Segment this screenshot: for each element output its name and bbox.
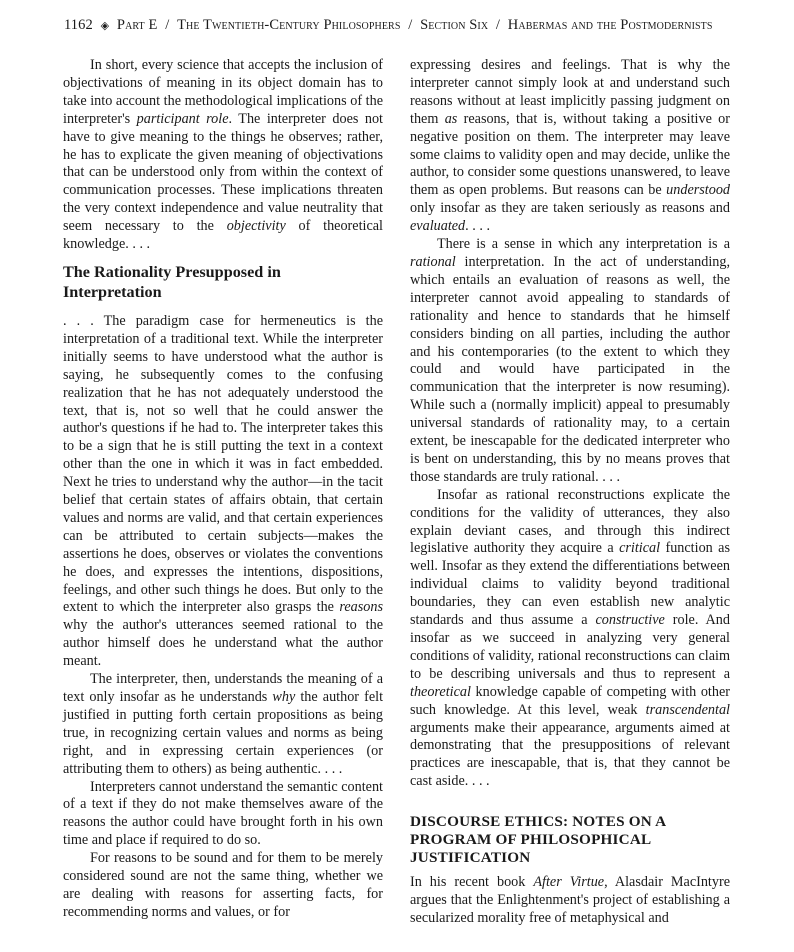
text-run: why the author's utterances seemed rational to the author himself does he understand what the author meant. xyxy=(63,617,383,670)
emphasis-text: as xyxy=(444,110,458,127)
paragraph xyxy=(63,850,383,922)
emphasis-text: why xyxy=(272,689,296,705)
text-run: Insofar as rational reconstructions explicate the conditions for the validity of utterances, they also explain deviant cases, and through this indirect legislative authority they acquire a xyxy=(410,486,730,557)
text-run: only insofar as they are taken seriously as reasons and xyxy=(410,200,730,217)
text-run: . . . . xyxy=(465,218,490,235)
section-heading: The Rationality Presupposed in Interpretation xyxy=(63,262,281,301)
ornament-separator: ◈ xyxy=(100,20,110,32)
paragraph xyxy=(410,874,730,928)
paragraph xyxy=(410,487,730,791)
emphasis-text: theoretical xyxy=(410,683,471,700)
right-column xyxy=(410,57,730,928)
paragraph xyxy=(63,779,383,851)
section-heading: DISCOURSE ETHICS: NOTES ON A PROGRAM OF PHILOSOPHICAL JUSTIFICATION xyxy=(410,813,666,867)
text-run: knowledge capable of competing with other such knowledge. At this level, weak xyxy=(410,683,730,718)
slash-separator: / xyxy=(495,17,501,33)
text-run: , Alasdair MacIntyre argues that the Enlightenment's project of establishing a secularized morality free of metaphysical and xyxy=(410,874,730,926)
text-run: role. And insofar as we succeed in analyzing very general conditions of validity, rational reconstructions can claim to be describing universals and thus to represent a xyxy=(410,612,730,682)
emphasis-text: evaluated xyxy=(410,218,466,235)
text-run: expressing desires and feelings. That is why the interpreter cannot simply look at and understand such reasons without at least implicitly passing judgment on them xyxy=(410,57,730,127)
emphasis-text: critical xyxy=(619,540,661,557)
paragraph xyxy=(410,236,730,487)
paragraph xyxy=(63,57,383,254)
paragraph xyxy=(63,313,383,671)
text-run: The interpreter, then, understands the meaning of a text only insofar as he understands xyxy=(63,671,383,705)
emphasis-text: rational xyxy=(410,253,456,270)
text-run: the author felt justified in putting forth certain propositions as being true, in recognizing certain values and norms as being right, and in expressing certain experiences (or attributing them to others) as being authentic. . . . xyxy=(63,689,384,777)
text-run: Interpreters cannot understand the semantic content of a text if they do not make themselves aware of the reasons the author could have brought forth in his own time and place if required to do so. xyxy=(63,778,383,849)
emphasis-text: reasons xyxy=(339,599,383,616)
text-run: There is a sense in which any interpretation is a xyxy=(437,236,730,253)
section-title: Habermas and the Postmodernists xyxy=(507,17,713,33)
text-run: In short, every science that accepts the inclusion of objectivations of meaning in its object domain has to take into account the methodological implications of the interpreter's xyxy=(63,57,383,127)
text-run: function as well. Insofar as they extend the differentiations between individual claims to validity beyond traditional boundaries, they can even establish new analytic standards and thus assume a xyxy=(410,540,730,629)
emphasis-text: constructive xyxy=(595,612,665,629)
paragraph xyxy=(410,57,730,236)
text-run: . . . The paradigm case for hermeneutics is the interpretation of a traditional text. While the interpreter initially seems to have understood what the author is saying, he subsequently comes to the confusing realization that he has not adequately understood the text, that is, not so well that he could answer the author's questions if he had to. The interpreter takes this to be a sign that he is still putting the text in a context other than the one in which it was in fact embedded. Next he tries to understand why the author—in the tacit belief that certain states of affairs obtain, that certain values and norms are valid, and that certain experiences can be attributed to certain subjects—makes the assertions he does, observes or violates the conventions he does, and expresses the intentions, dispositions, feelings, and other such things he does. But only to the extent to which the interpreter also grasps the xyxy=(63,312,383,616)
part-title: The Twentieth-Century Philosophers xyxy=(177,17,401,33)
text-run: For reasons to be sound and for them to be merely considered sound are not the same thing, whether we are dealing with reasons for asserting facts, for recommending norms and values, or for xyxy=(63,850,383,920)
text-run: of theoretical knowledge. . . . xyxy=(63,218,383,253)
slash-separator: / xyxy=(408,17,413,33)
text-run: arguments make their appearance, arguments aimed at demonstrating that the presuppositions of relevant practices are inescapable, that is, that they cannot be cast aside. . . . xyxy=(410,719,730,790)
paragraph xyxy=(63,671,383,778)
text-run: reasons, that is, without taking a positive or negative position on them. The interpreter may leave some claims to validity open and may decide, unlike the author, to consider some questions unanswered, to leave them as open problems. But reasons can be xyxy=(410,110,731,199)
section-label: Section Six xyxy=(420,17,489,33)
emphasis-text: transcendental xyxy=(645,701,730,718)
emphasis-text: understood xyxy=(666,182,730,199)
text-run: . The interpreter does not have to give meaning to the things he observes; rather, he has to explicate the given meaning of objectivations that can be understood only from within the context of communication processes. These implications threaten the very context independence and value neutrality that seem necessary to the xyxy=(63,110,384,235)
text-run: In his recent book xyxy=(410,874,534,891)
part-label: Part E xyxy=(116,17,158,33)
slash-separator: / xyxy=(165,17,170,33)
text-run: interpretation. In the act of understanding, which entails an evaluation of reasons as well, the interpreter cannot avoid appealing to standards of rationality and hence to standards that he himself considers binding on all parties, including the author and his contemporaries (to the extent to which they could and would have participated in the communication that the interpreter is now resuming). While such a (normally implicit) appeal to presumably universal standards of rationality may, to a certain extent, be inescapable for the dedicated interpreter who is bent on understanding, this by no means proves that those standards are truly rational. . . . xyxy=(410,253,730,485)
page-number: 1162 xyxy=(64,17,93,33)
running-head xyxy=(64,17,744,34)
emphasis-text: After Virtue xyxy=(533,874,605,891)
left-column xyxy=(63,57,383,922)
emphasis-text: participant role xyxy=(136,110,229,127)
emphasis-text: objectivity xyxy=(226,218,286,235)
